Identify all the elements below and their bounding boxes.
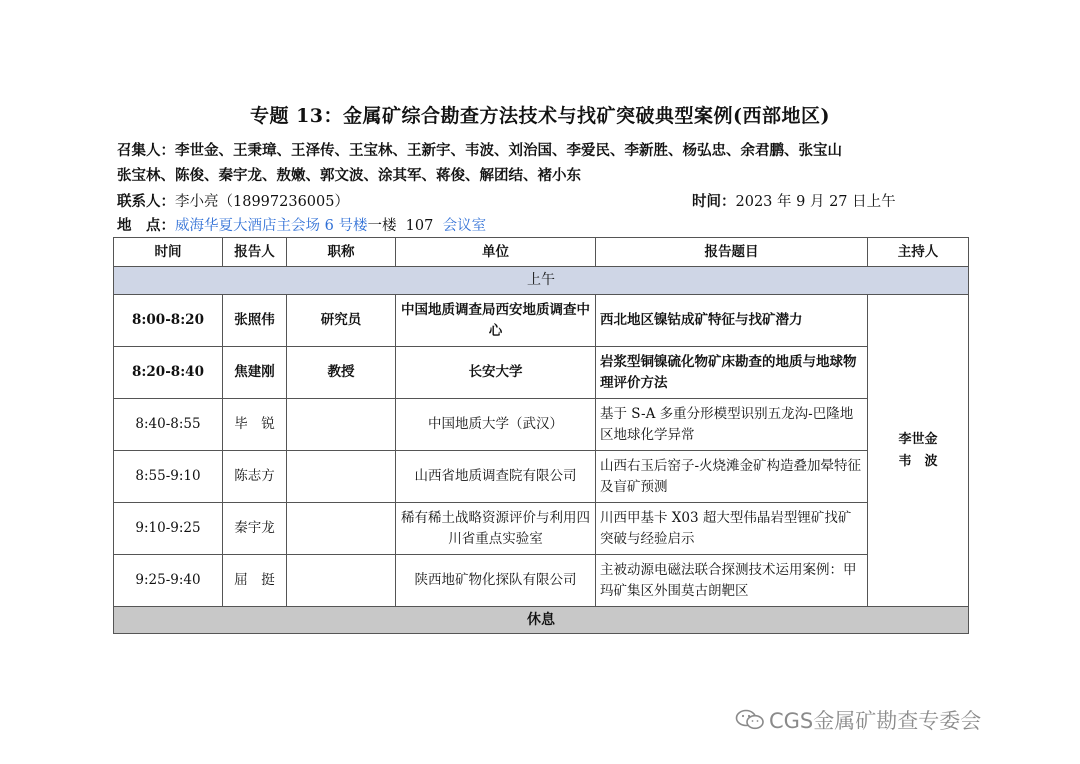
cell-unit: 中国地质调查局西安地质调查中心 [396,295,596,347]
cell-unit: 中国地质大学（武汉） [396,399,596,451]
table-header-row [114,238,969,267]
host-name: 李世金 [898,431,938,447]
cell-rank [287,399,396,451]
watermark-text: CGS金属矿勘查专委会 [769,709,982,733]
conveners-line-1 [117,139,842,160]
section-row-morning [114,267,969,295]
cell-topic: 西北地区镍钴成矿特征与找矿潜力 [596,295,868,347]
time-value: 2023 年 9 月 27 日上午 [735,194,896,210]
host-name: 韦 波 [898,453,938,469]
header-rank: 职称 [287,238,396,267]
table-row [114,399,969,451]
cell-topic: 基于 S-A 多重分形模型识别五龙沟-巴隆地区地球化学异常 [596,399,868,451]
location-room-suffix: 会议室 [442,218,487,234]
section-morning: 上午 [114,267,969,295]
cell-rank [287,451,396,503]
location-room: 一楼 107 [367,218,443,234]
header-host: 主持人 [868,238,969,267]
cell-topic: 岩浆型铜镍硫化物矿床勘查的地质与地球物理评价方法 [596,347,868,399]
table-row [114,295,969,347]
cell-topic: 山西右玉后窑子-火烧滩金矿构造叠加晕特征及盲矿预测 [596,451,868,503]
cell-rank [287,555,396,607]
section-row-break [114,607,969,634]
cell-rank: 教授 [287,347,396,399]
cell-speaker: 张照伟 [223,295,287,347]
location-venue: 威海华夏大酒店主会场 6 号楼 [175,218,368,234]
cell-unit: 陕西地矿物化探队有限公司 [396,555,596,607]
cell-time: 8:40-8:55 [114,399,223,451]
page-title: 专题 13：金属矿综合勘查方法技术与找矿突破典型案例(西部地区) [249,105,831,127]
conveners-names-1: 李世金、王秉璋、王泽传、王宝林、王新宇、韦波、刘治国、李爱民、李新胜、杨弘忠、余君鹏、张宝山 [175,142,842,159]
cell-time: 9:10-9:25 [114,503,223,555]
cell-unit: 山西省地质调查院有限公司 [396,451,596,503]
table-row [114,555,969,607]
cell-unit: 长安大学 [396,347,596,399]
header-topic: 报告题目 [596,238,868,267]
cell-time: 8:20-8:40 [114,347,223,399]
cell-time: 8:00-8:20 [114,295,223,347]
table-row [114,451,969,503]
header-unit: 单位 [396,238,596,267]
cell-unit: 稀有稀土战略资源评价与利用四川省重点实验室 [396,503,596,555]
table-row [114,503,969,555]
conveners-names-2: 张宝林、陈俊、秦宇龙、敖嫩、郭文波、涂其军、蒋俊、解团结、褚小东 [117,167,581,184]
cell-speaker: 毕 锐 [223,399,287,451]
contact-value: 李小亮（18997236005） [175,194,349,210]
table-row [114,347,969,399]
cell-speaker: 焦建刚 [223,347,287,399]
cell-time: 8:55-9:10 [114,451,223,503]
header-time: 时间 [114,238,223,267]
watermark [735,705,981,737]
cell-speaker: 屈 挺 [223,555,287,607]
cell-topic: 川西甲基卡 X03 超大型伟晶岩型锂矿找矿突破与经验启示 [596,503,868,555]
header-speaker: 报告人 [223,238,287,267]
cell-speaker: 陈志方 [223,451,287,503]
meeting-time [692,190,896,211]
cell-rank: 研究员 [287,295,396,347]
section-break: 休息 [114,607,969,634]
cell-time: 9:25-9:40 [114,555,223,607]
cell-speaker: 秦宇龙 [223,503,287,555]
location-line [117,214,486,235]
conveners-label: 召集人： [117,142,175,159]
time-label: 时间： [692,193,736,210]
contact-label: 联系人： [117,193,175,210]
schedule-table [113,237,969,634]
wechat-icon [735,708,765,737]
cell-rank [287,503,396,555]
cell-topic: 主被动源电磁法联合探测技术运用案例：甲玛矿集区外围莫古朗靶区 [596,555,868,607]
cell-hosts [868,295,969,607]
contact-time-line [117,190,896,211]
location-label: 地 点： [117,217,175,234]
